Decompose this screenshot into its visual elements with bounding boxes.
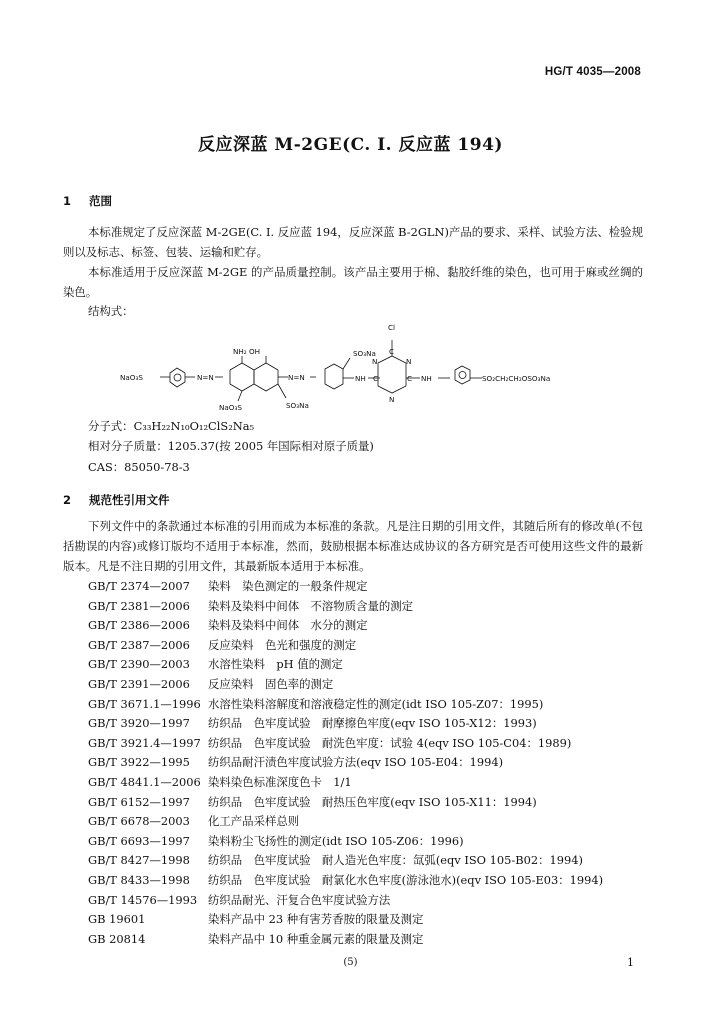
reference-title: 染料 染色测定的一般条件规定 — [208, 579, 368, 593]
reference-title: 染料及染料中间体 不溶物质含量的测定 — [208, 598, 414, 613]
section-title: 规范性引用文件 — [89, 493, 170, 507]
reference-item — [88, 735, 571, 751]
label-c-right: C — [407, 374, 413, 383]
page-title: 反应深蓝 M-2GE(C. I. 反应蓝 194) — [198, 135, 503, 155]
reference-item — [88, 578, 367, 594]
reference-item — [88, 872, 603, 888]
reference-title: 纺织品耐汗渍色牢度试验方法(eqv ISO 105-E04：1994) — [208, 755, 504, 770]
reference-item — [88, 833, 464, 849]
reference-item — [88, 637, 356, 653]
reference-code: GB/T 2387—2006 — [88, 637, 190, 652]
reference-item — [88, 598, 413, 614]
reference-code: GB/T 3921.4—1997 — [88, 735, 201, 750]
naphthalene-ring-left — [230, 363, 254, 391]
reference-title: 染料产品中 23 种有害芳香胺的限量及测定 — [208, 912, 424, 927]
reference-code: GB/T 2391—2006 — [88, 677, 190, 691]
reference-item — [88, 813, 299, 829]
label-c-top: C — [389, 347, 395, 356]
reference-code: GB/T 8433—1998 — [88, 873, 190, 887]
scope-paragraph-2: 本标准适用于反应深蓝 M-2GE 的产品质量控制。该产品主要用于棉、黏胶纤维的染色，也可用于麻或丝绸的染色。 — [63, 265, 643, 299]
reference-code: GB/T 2374—2007 — [88, 579, 190, 593]
label-nh-right: NH — [421, 374, 432, 383]
reference-title: 纺织品耐光、汗复合色牢度试验方法 — [208, 892, 391, 907]
section-title: 范围 — [89, 194, 112, 208]
benzene-ring-left — [170, 368, 185, 387]
benzene-ring-right — [455, 366, 470, 384]
reference-item — [88, 754, 503, 770]
reference-title: 水溶性染料溶解度和溶液稳定性的测定(idt ISO 105-Z07：1995) — [208, 696, 544, 711]
reference-title: 纺织品 色牢度试验 耐氯化水色牢度(游泳池水)(eqv ISO 105-E03：1994) — [208, 873, 604, 887]
reference-item — [88, 794, 537, 810]
reference-item — [88, 676, 333, 692]
label-so3na-bottom: SO₃Na — [286, 401, 309, 410]
label-nh-mid: NH — [355, 374, 366, 383]
references-intro: 下列文件中的条款通过本标准的引用而成为本标准的条款。凡是注日期的引用文件，其随后所有的修改单(不包括勘误的内容)或修订版均不适用于本标准，然而，鼓励根据本标准达成协议的各方研究是否可使用这些文件的最新版本。凡是不注日期的引用文件，其最新版本适用于本标准。 — [63, 519, 643, 573]
section-1-heading — [63, 193, 112, 209]
reference-code: GB/T 2386—2006 — [88, 618, 190, 633]
reference-item — [88, 617, 367, 633]
reference-title: 反应染料 色光和强度的测定 — [208, 637, 357, 652]
naphthalene-ring-right — [254, 363, 278, 391]
reference-title: 纺织品 色牢度试验 耐洗色牢度：试验 4(eqv ISO 105-C04：1989) — [208, 735, 572, 750]
section-2-heading — [63, 492, 170, 508]
reference-code: GB/T 6678—2003 — [88, 814, 190, 829]
label-azo-2: N=N — [288, 373, 305, 382]
reference-code: GB/T 6152—1997 — [88, 794, 190, 809]
standard-number: HG/T 4035—2008 — [544, 66, 641, 78]
label-nao3s-bottom: NaO₃S — [219, 403, 242, 412]
reference-item — [88, 696, 543, 712]
reference-code: GB/T 6693—1997 — [88, 833, 190, 848]
reference-title: 染料及染料中间体 水分的测定 — [208, 618, 368, 633]
label-azo-1: N=N — [197, 373, 214, 382]
aromatic-circle — [174, 374, 181, 381]
section-number: 2 — [63, 493, 72, 507]
reference-title: 染料粉尘飞扬性的测定(idt ISO 105-Z06：1996) — [208, 833, 464, 848]
reference-code: GB 19601 — [88, 912, 146, 927]
label-side-chain: SO₂CH₂CH₂OSO₃Na — [482, 374, 551, 383]
reference-item — [88, 656, 343, 672]
reference-code: GB/T 4841.1—2006 — [88, 775, 201, 789]
reference-item — [88, 852, 583, 868]
reference-title: 纺织品 色牢度试验 耐人造光色牢度：氙弧(eqv ISO 105-B02：1994) — [208, 853, 583, 868]
reference-item — [88, 715, 537, 731]
reference-item — [88, 931, 423, 947]
scope-paragraph-1: 本标准规定了反应深蓝 M-2GE(C. I. 反应蓝 194，反应深蓝 B-2GLN)产品的要求、采样、试验方法、检验规则以及标志、标签、包装、运输和贮存。 — [63, 225, 643, 259]
cas-number: CAS：85050-78-3 — [88, 460, 190, 474]
reference-title: 反应染料 固色率的测定 — [208, 677, 334, 691]
label-c-left: C — [373, 374, 379, 383]
label-cl: Cl — [388, 323, 396, 332]
reference-code: GB/T 3671.1—1996 — [88, 696, 201, 711]
footer-center: (5) — [343, 957, 358, 968]
label-so3na-top: SO₃Na — [353, 349, 376, 358]
reference-code: GB/T 14576—1993 — [88, 892, 198, 907]
reference-code: GB/T 3922—1995 — [88, 755, 190, 770]
molecular-weight: 相对分子质量：1205.37(按 2005 年国际相对原子质量) — [88, 439, 374, 453]
reference-title: 染料产品中 10 种重金属元素的限量及测定 — [208, 931, 424, 946]
section-number: 1 — [63, 194, 72, 208]
molecular-formula: 分子式：C₃₃H₂₂N₁₀O₁₂ClS₂Na₅ — [88, 419, 255, 433]
reference-title: 纺织品 色牢度试验 耐摩擦色牢度(eqv ISO 105-X12：1993) — [208, 716, 537, 731]
structural-formula — [120, 318, 600, 423]
reference-item — [88, 774, 352, 790]
reference-code: GB/T 2381—2006 — [88, 598, 190, 613]
label-nh2oh: NH₂ OH — [233, 347, 261, 356]
page-number: 1 — [627, 956, 634, 969]
reference-code: GB/T 8427—1998 — [88, 853, 190, 868]
structure-label: 结构式： — [88, 304, 134, 318]
triazine-ring — [378, 356, 406, 393]
reference-item — [88, 892, 390, 908]
reference-code: GB/T 2390—2003 — [88, 657, 190, 672]
reference-title: 纺织品 色牢度试验 耐热压色牢度(eqv ISO 105-X11：1994) — [208, 794, 537, 809]
reference-item — [88, 911, 423, 927]
label-n-top-left: N — [372, 357, 378, 366]
label-n-bottom: N — [389, 395, 395, 404]
reference-title: 染料染色标准深度色卡 1/1 — [208, 775, 352, 789]
reference-title: 化工产品采样总则 — [208, 814, 300, 829]
label-nao3s-left: NaO₃S — [120, 373, 143, 382]
reference-title: 水溶性染料 pH 值的测定 — [208, 657, 343, 672]
benzene-ring-middle — [325, 364, 343, 389]
reference-code: GB/T 3920—1997 — [88, 716, 190, 731]
label-n-top-right: N — [406, 357, 412, 366]
reference-code: GB 20814 — [88, 931, 146, 946]
